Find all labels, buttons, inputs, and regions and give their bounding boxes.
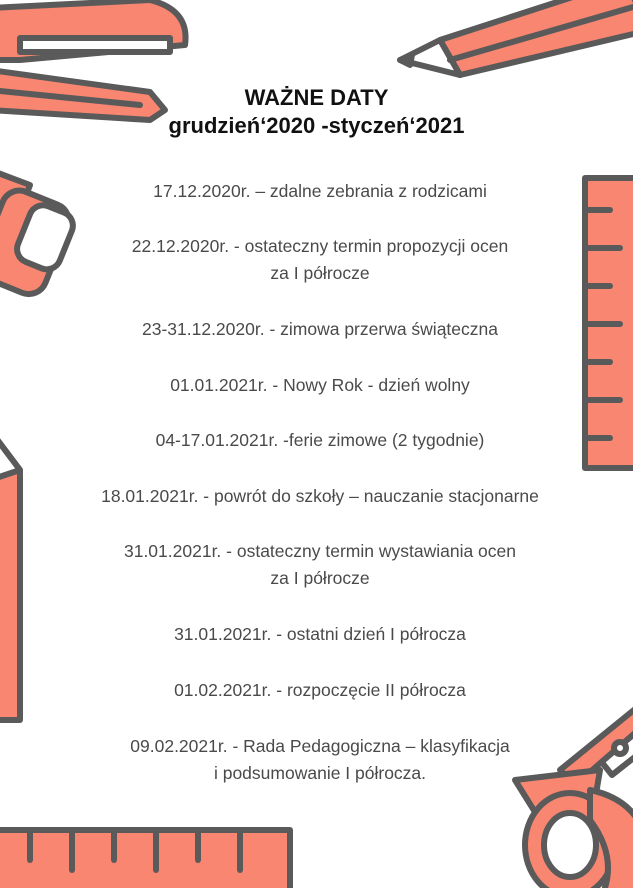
date-entry — [60, 372, 580, 399]
pencil-edge-icon — [0, 430, 20, 720]
date-entry-line2: za I półrocze — [270, 568, 370, 588]
date-entry-line2: i podsumowanie I półrocza. — [213, 763, 427, 783]
date-entry-line1: 18.01.2021r. - powrót do szkoły – nauczanie stacjonarne — [101, 486, 539, 506]
date-entry — [60, 178, 580, 205]
date-entry — [60, 733, 580, 787]
date-entry-line2: za I półrocze — [270, 263, 370, 283]
date-entry-line1: 01.02.2021r. - rozpoczęcie II półrocza — [174, 680, 466, 700]
date-entry — [60, 677, 580, 704]
date-entry-line1: 22.12.2020r. - ostateczny termin propozycji ocen — [131, 236, 509, 256]
date-entry-line1: 31.01.2021r. - ostateczny termin wystawiania ocen — [123, 541, 516, 561]
ruler-right-icon — [585, 178, 633, 468]
page-title — [0, 84, 633, 140]
date-entry-line1: 09.02.2021r. - Rada Pedagogiczna – klasyfikacja — [130, 736, 510, 756]
date-entry — [60, 233, 580, 287]
pencil-icon — [400, 0, 633, 75]
ruler-bottom-icon — [0, 830, 290, 888]
page-title-line2: grudzień‘2020 -styczeń‘2021 — [168, 113, 465, 138]
date-entry — [60, 621, 580, 648]
page-title-line1: WAŻNE DATY — [244, 85, 389, 110]
date-entry-line1: 23-31.12.2020r. - zimowa przerwa świąteczna — [141, 319, 498, 339]
date-entry-line1: 01.01.2021r. - Nowy Rok - dzień wolny — [170, 375, 470, 395]
date-entry — [60, 427, 580, 454]
date-entry — [60, 316, 580, 343]
date-entry — [60, 538, 580, 592]
date-entry — [60, 483, 580, 510]
date-entry-line1: 17.12.2020r. – zdalne zebrania z rodzicami — [153, 181, 487, 201]
date-entry-line1: 31.01.2021r. - ostatni dzień I półrocza — [174, 624, 466, 644]
date-entry-line1: 04-17.01.2021r. -ferie zimowe (2 tygodnie) — [155, 430, 485, 450]
